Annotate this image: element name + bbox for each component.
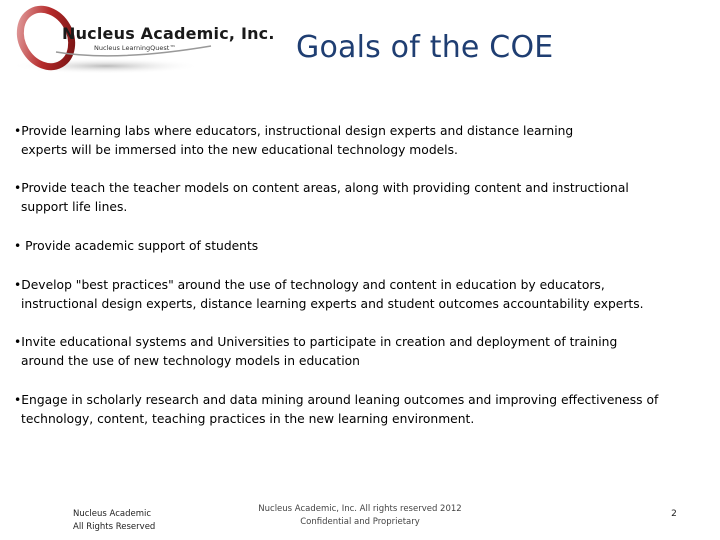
bullet-item bbox=[14, 237, 714, 256]
footer-copyright: Nucleus Academic, Inc. All rights reserved 2012 bbox=[258, 504, 462, 514]
bullet-line: •Invite educational systems and Universities to participate in creation and deployment of training bbox=[14, 335, 618, 349]
page-number: 2 bbox=[671, 509, 677, 519]
bullet-line: experts will be immersed into the new educational technology models. bbox=[21, 143, 458, 157]
bullet-line: •Provide teach the teacher models on content areas, along with providing content and instructional bbox=[14, 181, 629, 195]
footer-center bbox=[240, 503, 480, 529]
bullet-line: technology, content, teaching practices in the new learning environment. bbox=[21, 412, 475, 426]
bullet-line: • Provide academic support of students bbox=[14, 239, 259, 253]
bullet-item bbox=[14, 179, 714, 217]
logo-name: Nucleus Academic, Inc. bbox=[62, 24, 275, 43]
bullet-line: •Engage in scholarly research and data mining around leaning outcomes and improving effectiveness of bbox=[14, 393, 659, 407]
bullet-line: support life lines. bbox=[21, 200, 128, 214]
footer-confidential: Confidential and Proprietary bbox=[300, 517, 420, 527]
company-logo bbox=[6, 2, 275, 78]
footer-rights: All Rights Reserved bbox=[73, 522, 156, 532]
slide-title: Goals of the COE bbox=[296, 30, 554, 65]
bullet-line: around the use of new technology models in education bbox=[21, 354, 360, 368]
bullet-item bbox=[14, 122, 714, 160]
bullet-item bbox=[14, 276, 714, 314]
logo-tagline: Nucleus LearningQuest™ bbox=[94, 44, 176, 52]
footer-left bbox=[73, 508, 155, 534]
bullet-item bbox=[14, 391, 714, 429]
bullet-item bbox=[14, 333, 714, 371]
bullet-line: instructional design experts, distance learning experts and student outcomes accountability experts. bbox=[21, 297, 644, 311]
bullet-line: •Develop "best practices" around the use of technology and content in education by educators, bbox=[14, 278, 605, 292]
bullet-line: •Provide learning labs where educators, instructional design experts and distance learning bbox=[14, 124, 574, 138]
footer-company: Nucleus Academic bbox=[73, 509, 152, 519]
